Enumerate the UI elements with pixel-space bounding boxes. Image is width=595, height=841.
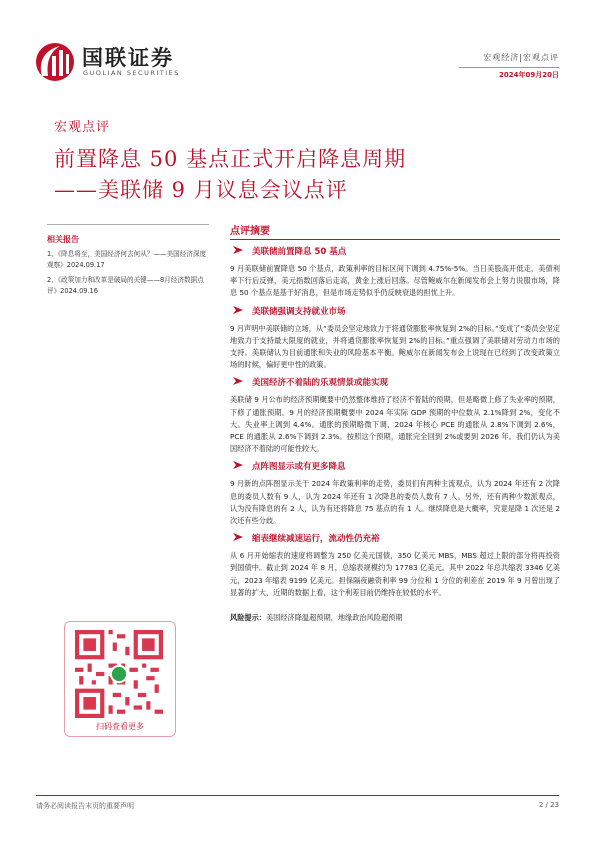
section-heading-text: 美国经济不着陆的乐观情景或能实现 <box>252 378 389 389</box>
section-heading-text: 缩表继续减速运行，流动性仍充裕 <box>252 534 380 545</box>
report-subtitle: ——美联储 9 月议息会议点评 <box>54 178 348 202</box>
summary-section <box>230 377 560 455</box>
arrow-bullet-icon <box>233 246 243 254</box>
summary-title: 点评摘要 <box>230 226 270 237</box>
risk-warning <box>230 612 560 624</box>
summary-section <box>230 461 560 527</box>
qr-code-icon <box>75 630 163 718</box>
qr-code-label: 扫码查看更多 <box>96 722 144 731</box>
section-heading <box>230 461 560 473</box>
section-body: 9 月声明中美联储的立场，从“委员会坚定地致力于将通货膨胀率恢复到 2%的目标。”变成了“委员会坚定地致力于支持最大限度的就业，并将通货膨胀率恢复到 2%的目标。”重点强调了美联储对劳动力市场的支持。美联储认为目前通胀和失业的风险基本平衡。鲍威尔在新闻发布会上说现在已经到了改变政策立场的时候，偏好更中性的政策。 <box>230 323 560 370</box>
risk-warning-label: 风险提示： <box>230 613 266 623</box>
section-heading-text: 点阵图显示或有更多降息 <box>252 462 346 473</box>
arrow-bullet-icon <box>233 533 243 541</box>
section-heading <box>230 306 560 318</box>
related-reports-title: 相关报告 <box>47 235 79 244</box>
logo-english-name: GUOLIAN SECURITIES <box>83 69 180 77</box>
related-report-link[interactable]: 2、《政策加力和改革是破局的关键——8月经济数据点评》2024.09.16 <box>47 276 204 295</box>
section-body: 从 6 月开始缩表的速度将调整为 250 亿美元国债，350 亿美元 MBS，MBS 超过上限的部分将再投资到国债中。截止到 2024 年 8 月，总缩表规模约为 17783 亿美元。其中 2022 年总共缩表 3346 亿美元，2023 年缩表 9199 亿美元。担保隔夜融资利率 99 分位和 1 分位的利差在 2019 年 9 月曾出现了显著的扩大，近期的数据上看，这个利差目前仍维持在较低的水平。 <box>230 551 560 597</box>
logo-chinese-name: 国联证券 <box>82 46 174 70</box>
summary-section <box>230 246 560 300</box>
report-title: 前置降息 50 基点正式开启降息周期 <box>54 147 407 171</box>
risk-warning-text: 美国经济降温超预期，地缘政治风险超预期 <box>265 613 403 623</box>
sidebar-divider <box>47 224 209 225</box>
page-number: 2 / 23 <box>538 801 559 809</box>
summary-section <box>230 533 560 599</box>
guolian-logo-icon <box>34 40 78 82</box>
section-body: 美联储 9 月公布的经济预期概要中仍然整体维持了经济不着陆的预期，但是略微上修了失业率的预期，下修了通胀预期。9 月的经济预期概要中 2024 年实际 GDP 预期的中位数从 2.1%降到 2%，变化不大。失业率上调到 4.4%。通胀的预期略微下调，2024 年核心 PCE 的通胀从 2.8%下调到 2.6%，PCE 的通胀从 2.6%下调到 2.3%。按照这个预期，通胀完全回到 2%或要到 2026 年。我们仍认为美国经济不着陆的可能性较大。 <box>230 395 560 454</box>
report-date: 2024年09月20日 <box>499 71 559 79</box>
related-report-link[interactable]: 1、《降息将至，美国经济何去何从？——美国经济深度观察》2024.09.17 <box>47 250 207 269</box>
footer-divider <box>36 795 559 796</box>
qr-code-card[interactable] <box>64 621 176 737</box>
header-divider <box>459 67 559 68</box>
guolian-logo <box>34 40 194 82</box>
section-body: 9 月美联储前置降息 50 个基点，政策利率的目标区间下调到 4.75%-5%。当日美股高开低走，美债利率下行后反弹，美元指数回落后走高，黄金上涨后回落。尽管鲍威尔在新闻发布会上努力说服市场，降息 50 个基点是基于好消息，但是市场走势似乎仍反映衰退的担忧上升。 <box>230 264 560 298</box>
summary-section <box>230 306 560 372</box>
page-header <box>0 0 595 100</box>
arrow-bullet-icon <box>233 461 243 469</box>
section-heading-text: 美联储强调支持就业市场 <box>252 306 346 317</box>
arrow-bullet-icon <box>233 306 243 314</box>
section-heading-text: 美联储前置降息 50 基点 <box>252 247 347 257</box>
report-category: 宏观经济|宏观点评 <box>483 53 559 62</box>
section-heading <box>230 377 560 389</box>
footer-disclaimer: 请务必阅读报告末页的重要声明 <box>36 802 134 810</box>
section-body: 9 月新的点阵图显示关于 2024 年政策利率的走势，委员们有两种主流观点，认为 2024 年还有 2 次降息的委员人数有 9 人，认为 2024 年还有 1 次降息的委员人数有 7 人。另外，还有两种少数派观点，认为没有降息的有 2 人，认为有还将降息 75 基点的有 1 人。继续降息是大概率，究竟是降 1 次还是 2 次还有些分歧。 <box>230 479 560 526</box>
summary-column <box>230 222 560 624</box>
document-type: 宏观点评 <box>54 120 111 135</box>
section-heading <box>230 533 560 545</box>
section-heading <box>230 246 560 258</box>
summary-divider <box>230 239 560 240</box>
arrow-bullet-icon <box>233 377 243 385</box>
related-reports-sidebar <box>47 224 209 297</box>
header-category-block <box>483 52 559 63</box>
